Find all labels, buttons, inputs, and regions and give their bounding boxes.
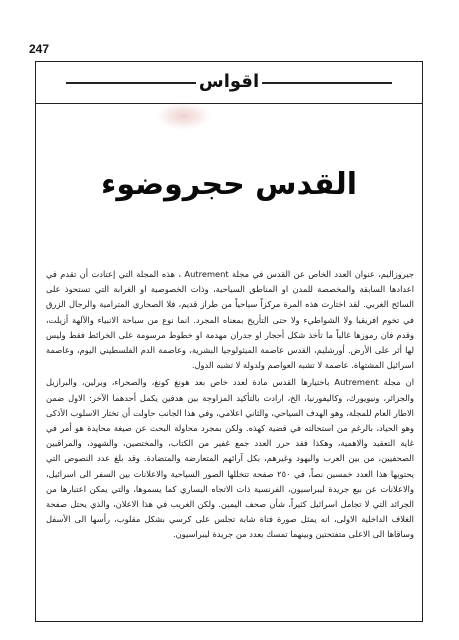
article-title: القدس حجروضوء <box>101 167 357 202</box>
section-header <box>36 62 422 104</box>
section-label: اقواس <box>198 71 260 92</box>
paragraph: جيروزاليم، عنوان العدد الخاص عن القدس في مجلة Autrement ، هذه المجلة التي إعتادت أن تقدم في اعدادها السابقة والمخصصة للمدن او المناطق السياحية، وذات الخصوصية او الغرابة التي تستحوذ على السائح الغربي. لقد اختارت هذه المرة مركزاً سياحياً من طراز قديم، فلا الصحاري المترامية والرجال الزرق في تخوم افريقيا ولا الشواطيء ولا حتى التأريخ بمعناه المجرد. انما نوع من سياحة الانبياء والآلهة أزيلت، وقدم فان رموزها غالباً ما تأخذ شكل أحجار او جدران مهدمة او خطوط مرسومة على الخرائط فقط وليس لها أثر على الأرض. أورشليم، القدس عاصمة الميثولوجيا البشرية، وعاصمة الدم الفلسطيني اليوم، وعاصمة اسرائيل المشتهاة. عاصمة لا تشبه العواصم ولدولة لا تشبه الدول. <box>46 269 414 371</box>
article-frame <box>35 61 423 622</box>
article-body <box>46 267 414 545</box>
page-number: 247 <box>29 42 50 56</box>
print-smudge <box>156 102 211 130</box>
paragraph: ان مجلة Autrement باختيارها القدس مادة لعدد خاص بعد هونغ كونغ، والصحراء، وبرلين، والبرازيل والجزائر، ونيويورك، وكاليفورنيا، الخ، ارادت بالتأكيد المزاوجة بين هدفين يكمل أحدهما الآخر: الاول ضمن الاطار العام للمجلة، وهو الهدف السياحي، والثاني اعلامي، وفي هذا الجانب حاولت أن تختار الاسلوب الأذكى وهو الحياد، بالرغم من استحالته في قضية كهذه. ولكن بمجرد محاولة البحث عن صيغة محايدة هو أمر في غاية التعقيد والاهمية، وهكذا فقد حرر العدد جمع غفير من الكتاب، والمختصين، والشهود، والمراقبين الصحفيين، من بين العرب واليهود وغيرهم، بكل آرائهم المتعارضة والمتضادة. وقد بلغ عدد النصوص التي يحتويها هذا العدد خمسين نصاً، في ٢٥٠ صفحة تتخللها الصور السياحية والاعلانات بين السفر الى اسرائيل، والاعلانات عن بيع جريدة ليبراسيون، الفرنسية ذات الاتجاه اليساري كما يسموها، والتي يمكن اعتبارها من الجرائد التي لا تجامل اسرائيل كثيراً، شأن صحف اليمين. ولكن الغريب في هذا الاعلان، والذي يحتل صفحة الغلاف الداخلية الاولى، انه يمثل صورة فتاة شابة تجلس على كرسي بشكل مقلوب، رأسها الى الأسفل وساقاها الى الاعلى متفتحتين وبينهما تمسك بعدد من جريدة ليبراسيون. <box>46 377 414 540</box>
